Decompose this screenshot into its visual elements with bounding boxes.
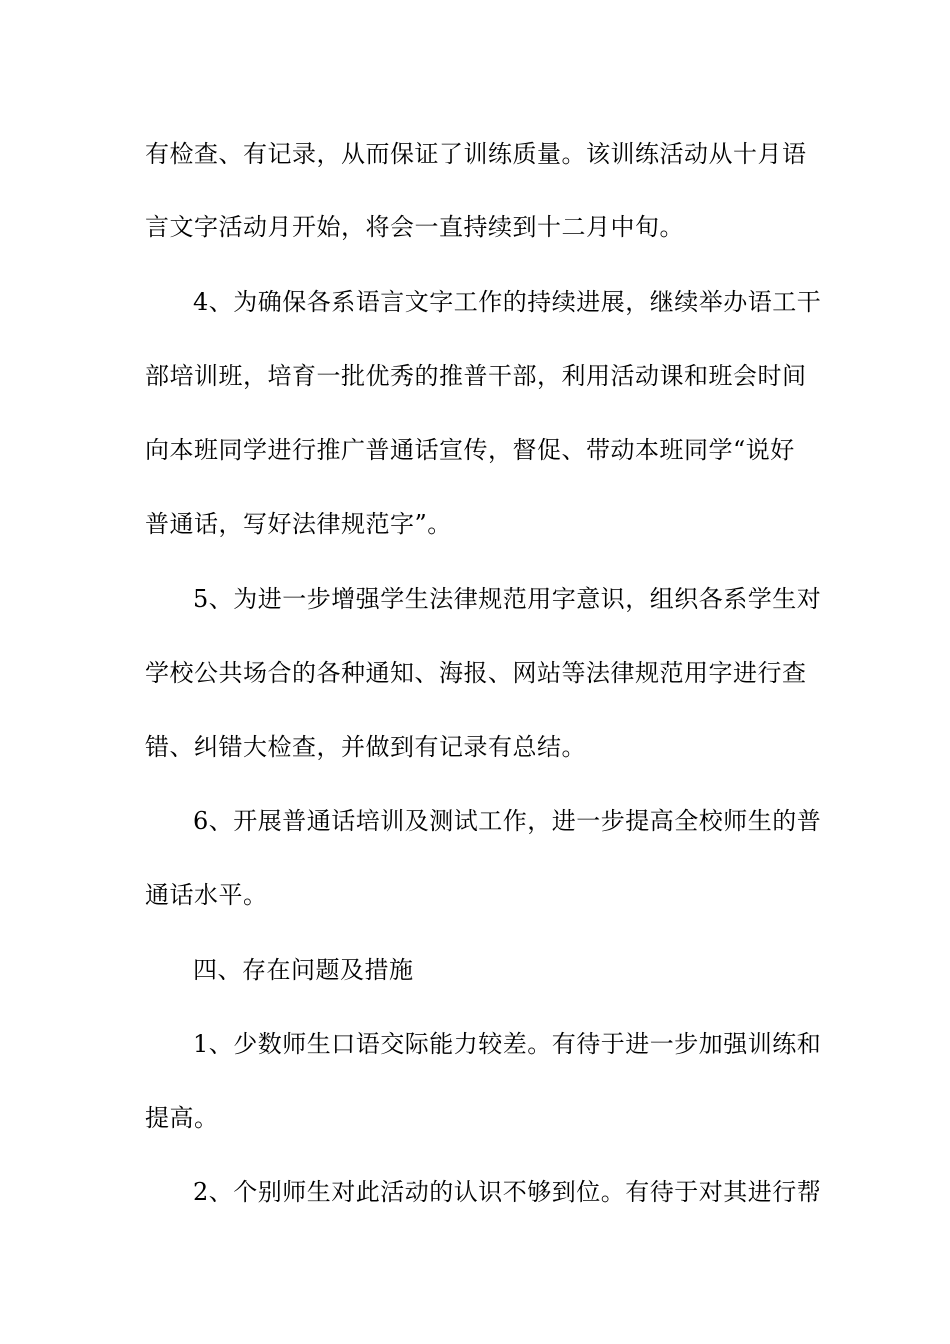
paragraph-line: 普通话，写好法律规范字”。 — [145, 510, 452, 538]
paragraph-line-item-4: 4、为确保各系语言文字工作的持续进展，继续举办语工干 — [193, 288, 822, 316]
paragraph-line: 错、纠错大检查，并做到有记录有总结。 — [145, 733, 586, 761]
paragraph-line: 提高。 — [145, 1104, 219, 1132]
paragraph-line: 言文字活动月开始，将会一直持续到十二月中旬。 — [145, 213, 684, 241]
paragraph-line-item-1: 1、少数师生口语交际能力较差。有待于进一步加强训练和 — [193, 1030, 822, 1058]
paragraph-line-item-2: 2、个别师生对此活动的认识不够到位。有待于对其进行帮 — [193, 1178, 822, 1206]
paragraph-line: 有检查、有记录，从而保证了训练质量。该训练活动从十月语 — [145, 140, 807, 168]
paragraph-line: 学校公共场合的各种通知、海报、网站等法律规范用字进行查 — [145, 659, 807, 687]
paragraph-line-item-5: 5、为进一步增强学生法律规范用字意识，组织各系学生对 — [193, 585, 822, 613]
section-heading: 四、存在问题及措施 — [193, 956, 414, 984]
paragraph-line: 部培训班，培育一批优秀的推普干部，利用活动课和班会时间 — [145, 362, 807, 390]
paragraph-line: 通话水平。 — [145, 881, 268, 909]
paragraph-line: 向本班同学进行推广普通话宣传，督促、带动本班同学“说好 — [145, 436, 795, 464]
paragraph-line-item-6: 6、开展普通话培训及测试工作，进一步提高全校师生的普 — [193, 807, 822, 835]
